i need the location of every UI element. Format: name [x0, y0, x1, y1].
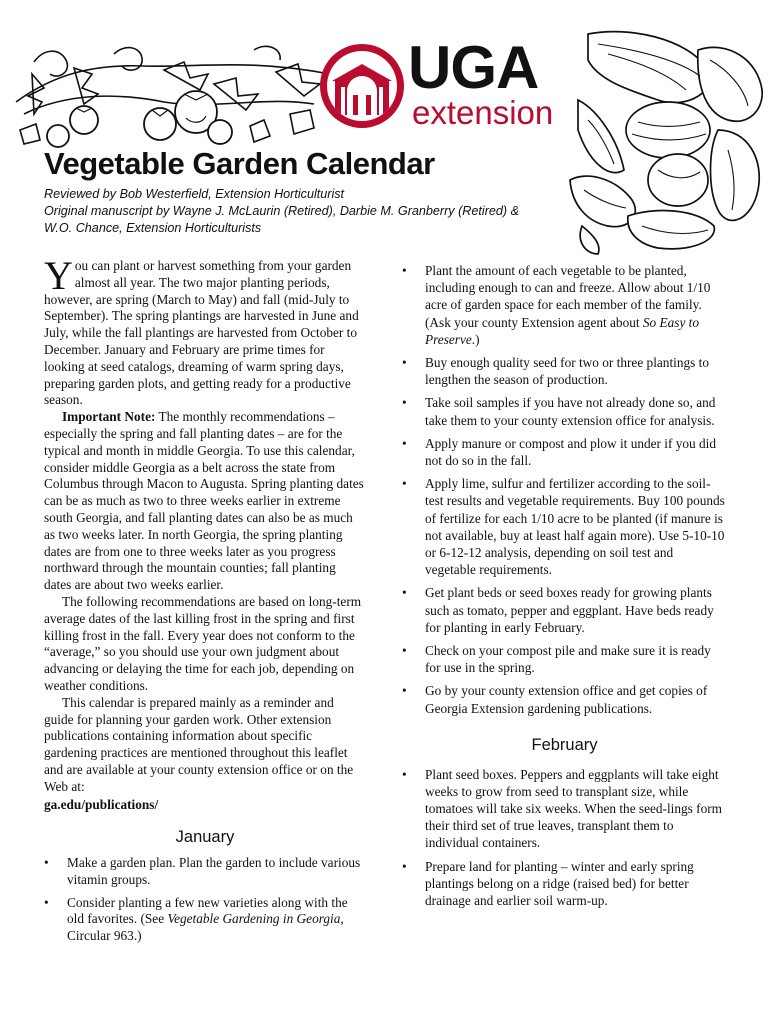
vegetable-basket-illustration: [568, 30, 766, 256]
january-list-continued: [402, 262, 727, 717]
list-item: • Make a garden plan. Plan the garden to include various vitamin groups.: [44, 855, 366, 889]
uga-extension-logo: [320, 34, 565, 134]
february-heading: February: [531, 735, 598, 754]
list-item: • Apply manure or compost and plow it under if you did not do so in the fall.: [402, 435, 727, 469]
intro-paragraph: [44, 253, 366, 409]
january-heading: January: [175, 828, 235, 847]
byline-authors-cont: W.O. Chance, Extension Horticulturists: [44, 221, 262, 235]
january-list: [44, 855, 366, 945]
list-item: • Prepare land for planting – winter and early spring plantings belong on a ridge (raised bed) for better drainage and earlier soil warm-up.: [402, 858, 727, 910]
purpose-paragraph: This calendar is prepared mainly as a reminder and guide for planning your garden work. Other extension publications containing information about specific gardening practices are mentioned throughout this leaflet and are available at your county extension office or on the Web at:: [44, 694, 354, 794]
list-item: • Plant the amount of each vegetable to be planted, including enough to can and freeze. Allow about 1/10 acre of garden space for each member of the family. (Ask your county Extension agent about So Easy to Preserve.): [402, 262, 727, 348]
page-title: Vegetable Garden Calendar: [44, 146, 435, 181]
byline-authors: Original manuscript by Wayne J. McLaurin (Retired), Darbie M. Granberry (Retired) &: [44, 204, 519, 218]
logo-subtitle: extension: [412, 94, 554, 131]
important-note: [44, 409, 366, 594]
left-column: [44, 253, 366, 951]
logo-wordmark: UGA: [408, 34, 539, 101]
list-item: • Consider planting a few new varieties along with the old favorites. (See Vegetable Gardening in Georgia, Circular 963.): [44, 895, 366, 945]
important-note-label: Important Note:: [62, 409, 156, 425]
byline-reviewer: Reviewed by Bob Westerfield, Extension Horticulturist: [44, 187, 345, 201]
list-item: • Go by your county extension office and get copies of Georgia Extension gardening publications.: [402, 682, 727, 716]
list-item: • Take soil samples if you have not already done so, and take them to your county extension office for analysis.: [402, 394, 727, 428]
arch-emblem: [320, 44, 404, 128]
list-item: • Buy enough quality seed for two or three plantings to lengthen the season of production.: [402, 354, 727, 388]
list-item: • Get plant beds or seed boxes ready for growing plants such as tomato, pepper and eggplant. Have beds ready for planting in early February.: [402, 584, 727, 636]
publications-url[interactable]: ga.edu/publications/: [44, 796, 159, 812]
important-note-text: The monthly recommendations – especially the spring and fall planting dates – are for the typical and month in middle Georgia. To use this calendar, consider middle Georgia as a belt across the state from Columbus through Macon to Augusta. Spring planting dates can be as much as two to three weeks earlier in extreme south Georgia, and fall planting dates can also be as much as two weeks later. In north Georgia, the spring planting dates are from one to three weeks later as you progress northward through the mountain counties; fall planting dates are about two weeks earlier.: [44, 409, 364, 593]
arch-icon: [327, 51, 397, 121]
right-column: [402, 262, 727, 915]
byline: [44, 186, 564, 237]
intro-text: ou can plant or harvest something from your garden almost all year. The two major planting periods, however, are spring (March to May) and fall (mid-July to September). The spring plantings are harvested in June and July, while the fall plantings are harvested from October to December. January and February are prime times for looking at seed catalogs, dreaming of warm spring days, preparing garden plots, and getting ready for a productive season.: [44, 258, 359, 408]
frost-paragraph: The following recommendations are based on long-term average dates of the last killing frost in the spring and first killing frost in the fall. Every year does not conform to the “average,” so you should use your own judgment about advancing or delaying the time for each job, depending on weather conditions.: [44, 593, 362, 693]
list-item: • Check on your compost pile and make sure it is ready for use in the spring.: [402, 642, 727, 676]
publication-title: So Easy to Preserve: [425, 314, 700, 347]
publication-title: Vegetable Gardening in Georgia,: [167, 911, 344, 927]
tomato-vine-illustration: [14, 44, 332, 152]
drop-cap: Y: [44, 253, 73, 298]
february-list: [402, 766, 727, 910]
list-item: • Apply lime, sulfur and fertilizer according to the soil-test results and vegetable requirements. Buy 100 pounds of fertilize for each 1/10 acre to be planted (if manure is not available, buy at least half again more). Use 5-10-10 or 6-12-12 analysis, depending on soil test and vegetable requirements.: [402, 475, 727, 578]
list-item: • Plant seed boxes. Peppers and eggplants will take eight weeks to grow from seed to transplant size, while tomatoes will take six weeks. When the seed-lings form their third set of true leaves, transplant them to individual containers.: [402, 766, 727, 852]
